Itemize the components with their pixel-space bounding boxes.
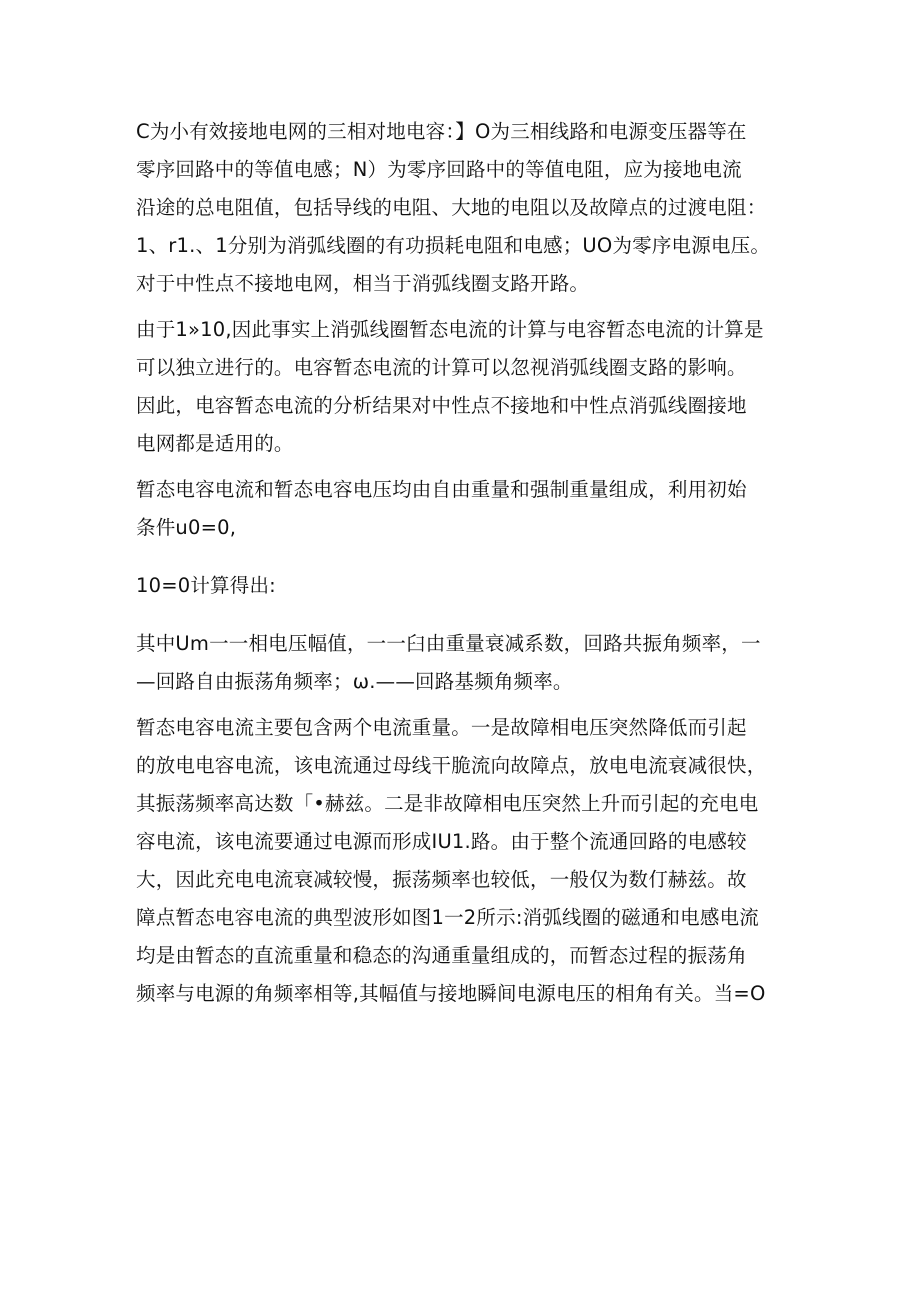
text-line: 其中Um一一相电压幅值，一一臼由重量衰减系数，回路共振角频率，一 (136, 632, 761, 655)
text-line: 10=0计算得出: (136, 574, 276, 597)
text-line: 由于1»10,因此事实上消弧线圈暂态电流的计算与电容暂态电流的计算是 (136, 318, 764, 341)
text-line: 其振荡频率高达数「•赫兹。二是非故障相电压突然上升而引起的充电电 (136, 792, 759, 815)
text-line: 暂态电容电流主要包含两个电流重量。一是故障相电压突然降低而引起 (136, 716, 747, 739)
text-line: 可以独立进行的。电容暂态电流的计算可以忽视消弧线圈支路的影响。 (136, 356, 747, 379)
paragraph-6 (136, 709, 786, 1013)
text-line: 的放电电容电流，该电流通过母线干脆流向故障点，放电电流衰减很快， (136, 754, 767, 777)
text-line: C为小有效接地电网的三相对地电容：】O为三相线路和电源变压器等在 (136, 120, 747, 143)
text-line: —回路自由振荡角频率；ω.——回路基频角频率。 (136, 670, 573, 693)
text-line: 大，因此充电电流衰减较慢，振荡频率也较低，一般仅为数仃赫兹。故 (136, 868, 747, 891)
text-line: 暂态电容电流和暂态电容电压均由自由重量和强制重量组成，利用初始 (136, 478, 747, 501)
text-line: 零序回路中的等值电感；N）为零序回路中的等值电阻，应为接地电流 (136, 158, 742, 181)
text-line: 电网都是适用的。 (136, 432, 294, 455)
paragraph-1 (136, 113, 786, 303)
paragraph-2 (136, 311, 786, 463)
text-line: 条件u0=0, (136, 516, 237, 539)
text-line: 容电流，该电流要通过电源而形成IU1.路。由于整个流通回路的电感较 (136, 830, 747, 853)
paragraph-3 (136, 471, 786, 547)
text-line: 沿途的总电阻值，包括导线的电阻、大地的电阻以及故障点的过渡电阻： (136, 196, 767, 219)
document-body (136, 113, 786, 1021)
text-line: 障点暂态电容电流的典型波形如图1一2所示:消弧线圈的磁通和电感电流 (136, 906, 759, 929)
text-line: 对于中性点不接地电网，相当于消弧线圈支路开路。 (136, 272, 590, 295)
paragraph-4 (136, 567, 786, 605)
text-line: 均是由暂态的直流重量和稳态的沟通重量组成的，而暂态过程的振荡角 (136, 944, 747, 967)
text-line: 频率与电源的角频率相等,其幅值与接地瞬间电源电压的相角有关。当=O (136, 982, 766, 1005)
text-line: 1、r1.、1分别为消弧线圈的有功损耗电阻和电感；UO为零序电源电压。 (136, 234, 771, 257)
paragraph-5 (136, 625, 786, 701)
text-line: 因此，电容暂态电流的分析结果对中性点不接地和中性点消弧线圈接地 (136, 394, 747, 417)
